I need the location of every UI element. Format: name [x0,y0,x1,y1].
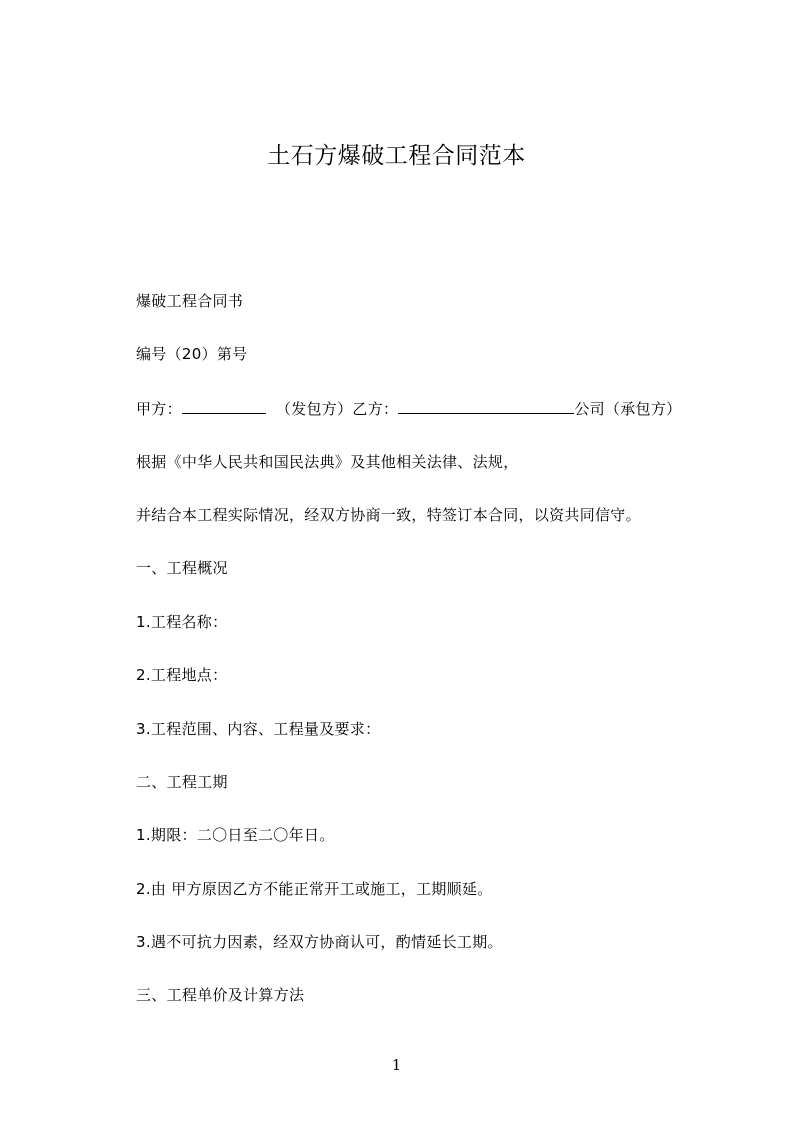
contract-heading: 爆破工程合同书 [136,292,244,310]
party-b-suffix: 公司（承包方） [574,400,682,418]
contract-serial-number: 编号（20）第号 [136,345,248,363]
section-2-item-1: 1.期限：二〇日至二〇年日。 [136,826,335,844]
party-b-blank [398,398,574,414]
section-1-heading: 一、工程概况 [136,559,228,577]
section-1-item-3: 3.工程范围、内容、工程量及要求： [136,720,381,738]
section-2-heading: 二、工程工期 [136,773,228,791]
section-1-item-2: 2.工程地点： [136,666,228,684]
preamble-line-1: 根据《中华人民共和国民法典》及其他相关法律、法规， [136,453,519,471]
section-1-item-1: 1.工程名称： [136,613,228,631]
section-2-item-2: 2.由 甲方原因乙方不能正常开工或施工，工期顺延。 [136,880,493,898]
document-title: 土石方爆破工程合同范本 [267,143,526,169]
section-3-heading: 三、工程单价及计算方法 [136,986,305,1004]
party-a-label: 甲方： [136,400,182,418]
page-number: 1 [391,1056,402,1074]
parties-line [136,398,681,419]
preamble-line-2: 并结合本工程实际情况，经双方协商一致，特签订本合同，以资共同信守。 [136,506,641,524]
section-2-item-3: 3.遇不可抗力因素，经双方协商认可，酌情延长工期。 [136,933,503,951]
party-a-blank [182,398,266,414]
party-a-role: （发包方）乙方： [275,400,399,418]
